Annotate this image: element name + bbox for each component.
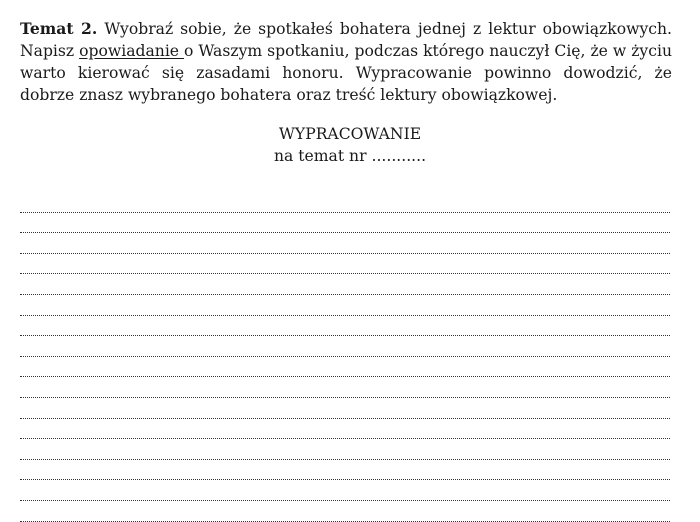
essay-topic-number: na temat nr ........... — [273, 147, 427, 165]
writing-lines — [20, 192, 670, 522]
writing-line[interactable] — [20, 254, 670, 275]
writing-line[interactable] — [20, 398, 670, 419]
writing-line[interactable] — [20, 274, 670, 295]
topic-underlined-word: opowiadanie — [79, 42, 185, 60]
writing-line[interactable] — [20, 316, 670, 337]
writing-line[interactable] — [20, 357, 670, 378]
topic-prompt — [20, 18, 672, 106]
writing-line[interactable] — [20, 295, 670, 316]
topic-text-after: o Waszym spotkaniu, podczas którego nauczył Cię, że w życiu warto kierować się zasadami honoru. Wypracowanie powinno dowodzić, że dobrze znasz wybranego bohatera oraz treść lektury obowiązkowej. — [20, 42, 672, 104]
topic-label: Temat 2. — [20, 19, 98, 38]
writing-line[interactable] — [20, 192, 670, 213]
writing-line[interactable] — [20, 336, 670, 357]
essay-title: WYPRACOWANIE — [278, 125, 422, 143]
writing-line[interactable] — [20, 460, 670, 481]
writing-line[interactable] — [20, 213, 670, 234]
writing-line[interactable] — [20, 439, 670, 460]
writing-line[interactable] — [20, 419, 670, 440]
writing-line[interactable] — [20, 233, 670, 254]
writing-line[interactable] — [20, 377, 670, 398]
writing-line[interactable] — [20, 480, 670, 501]
topic-text-before: Wyobraź sobie, że spotkałeś bohatera jednej z lektur obowiązkowych. Napisz — [20, 20, 672, 60]
writing-line[interactable] — [20, 501, 670, 522]
